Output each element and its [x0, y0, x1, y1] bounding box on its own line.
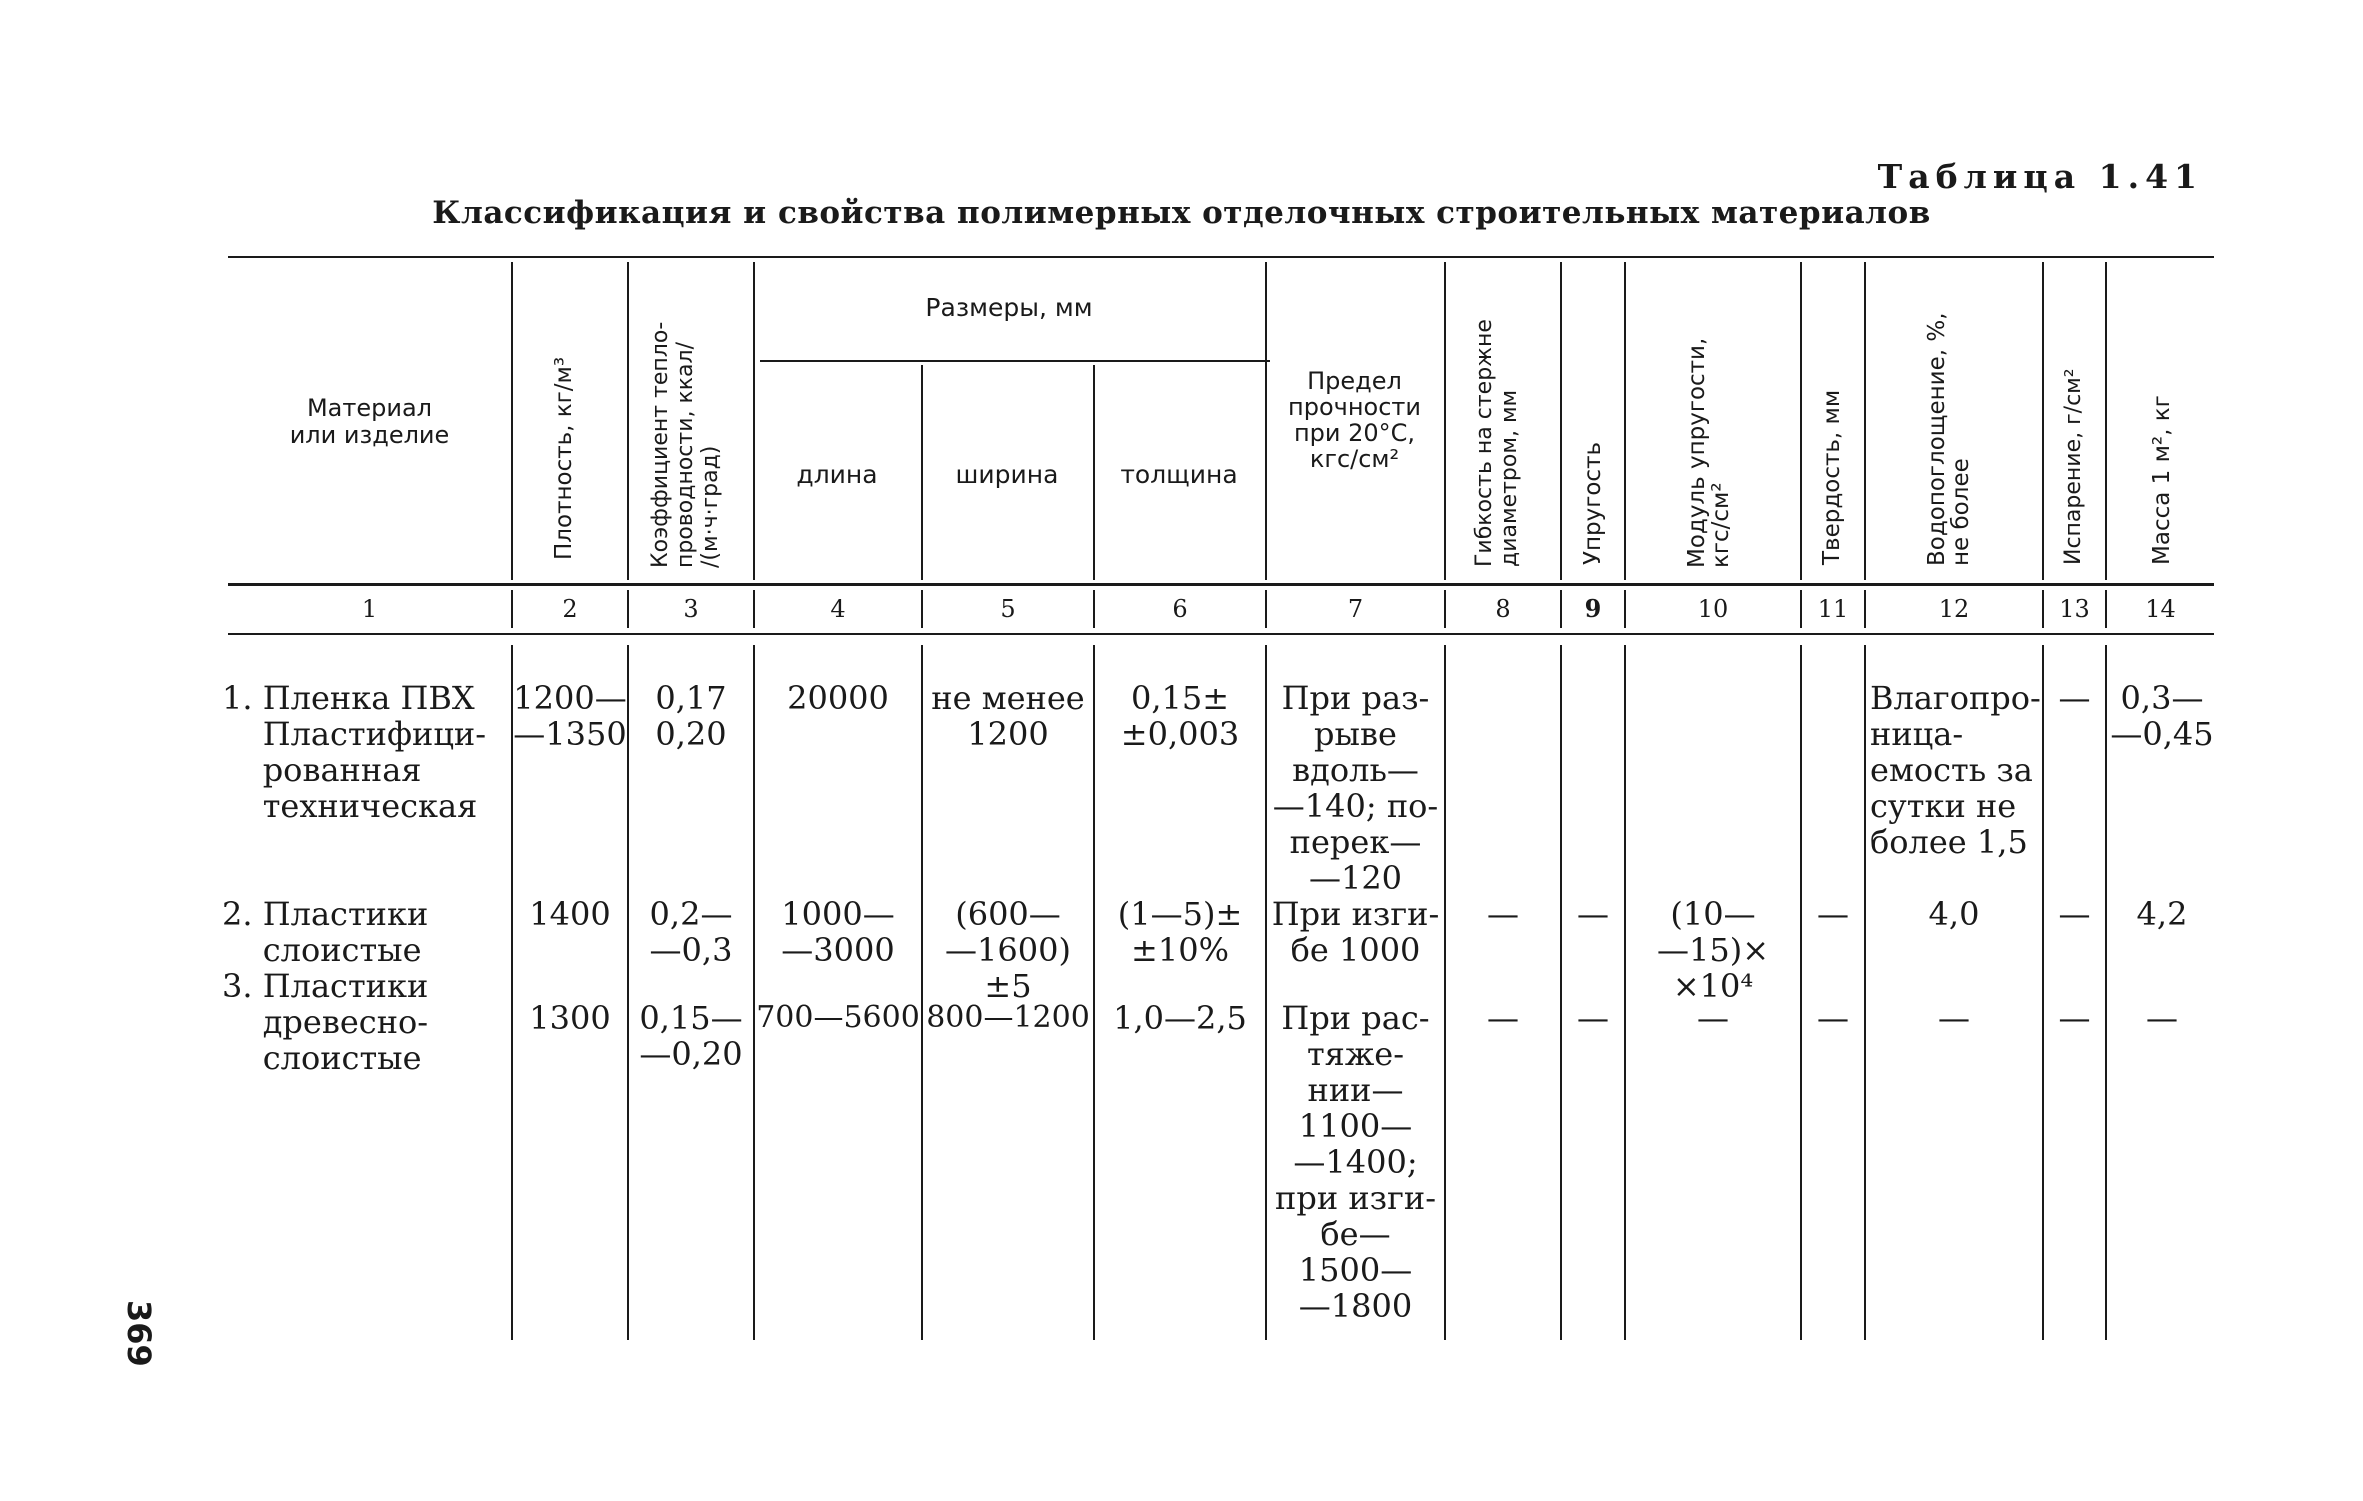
column-number: 6: [1172, 595, 1188, 623]
table-row-2-hardness: —: [1817, 895, 1849, 933]
table-row-2-conductivity: 0,2— —0,3: [649, 895, 733, 969]
table-row-1-conductivity: 0,17 0,20: [655, 679, 727, 753]
table-row-3-thickness: 1,0—2,5: [1113, 999, 1247, 1037]
table-row-3-evaporation: —: [2058, 999, 2091, 1037]
header-length: длина: [796, 460, 878, 489]
table-row-2-mass: 4,2: [2136, 895, 2188, 933]
col-divider: [1624, 262, 1626, 580]
sizes-subrule: [760, 360, 1270, 362]
column-numbers-rule: [228, 633, 2214, 635]
table-row-3-modulus: —: [1697, 999, 1729, 1037]
col-divider: [1800, 262, 1802, 580]
col-divider: [1560, 262, 1562, 580]
table-row-3-water: —: [1938, 999, 1970, 1037]
table-row-2-elasticity: —: [1577, 895, 1609, 933]
table-row-1-density: 1200— —1350: [513, 679, 627, 753]
table-title: Классификация и свойства полимерных отделочных строительных материалов: [432, 195, 1931, 231]
header-conductivity: Коэффициент тепло- проводности, ккал/ /(м·ч·град): [648, 321, 723, 568]
col-divider: [1560, 645, 1562, 1340]
table-caption: Таблица 1.41: [1877, 157, 2203, 196]
column-number: 9: [1584, 594, 1602, 623]
header-evaporation: Испарение, г/см²: [2061, 368, 2086, 565]
table-row-2-width: (600— —1600) ±5: [945, 895, 1071, 1005]
col-divider: [753, 645, 755, 1340]
table-row-1-mass: 0,3— —0,45: [2110, 679, 2214, 753]
header-sizes: Размеры, мм: [925, 293, 1093, 322]
column-number: 3: [683, 595, 699, 623]
header-hardness: Твердость, мм: [1819, 389, 1845, 565]
header-flex: Гибкость на стержне диаметром, мм: [1472, 319, 1522, 567]
header-width: ширина: [955, 460, 1059, 489]
table-row-3-strength: При рас- тяже- нии— 1100— —1400; при изги- бе— 1500— —1800: [1275, 999, 1436, 1325]
table-row-3-density: 1300: [529, 999, 611, 1037]
table-row-3-material: 3. Пластики древесно- слоистые: [222, 967, 429, 1077]
col-divider: [2042, 262, 2044, 580]
table-row-2-length: 1000— —3000: [781, 895, 895, 969]
column-number: 1: [361, 595, 378, 623]
col-divider: [511, 262, 513, 580]
column-number: 8: [1495, 595, 1511, 623]
column-number: 2: [562, 595, 578, 623]
col-divider: [1800, 645, 1802, 1340]
header-water: Водопоглощение, %, не более: [1924, 312, 1974, 566]
table-row-2-water: 4,0: [1928, 895, 1980, 933]
column-number: 7: [1347, 595, 1364, 623]
col-divider: [1444, 645, 1446, 1340]
table-row-3-flex: —: [1487, 999, 1519, 1037]
table-row-2-modulus: (10— —15)× ×10⁴: [1656, 895, 1769, 1005]
table-row-1-thickness: 0,15± ±0,003: [1120, 679, 1240, 753]
header-mass: Масса 1 м², кг: [2149, 395, 2175, 565]
table-row-2-flex: —: [1487, 895, 1519, 933]
table-row-3-elasticity: —: [1577, 999, 1609, 1037]
column-number: 5: [1000, 595, 1016, 623]
column-number: 10: [1697, 595, 1729, 623]
table-row-3-mass: —: [2146, 999, 2178, 1037]
table-row-1-strength: При раз- рыве вдоль— —140; по- перек— —120: [1272, 679, 1439, 897]
header-bottom-rule: [228, 583, 2214, 586]
column-number: 13: [2059, 595, 2090, 623]
header-strength: Предел прочности при 20°С, кгс/см²: [1288, 367, 1421, 473]
table-row-1-width: не менее 1200: [931, 679, 1085, 753]
table-row-2-evaporation: —: [2058, 895, 2091, 933]
col-divider: [2105, 262, 2107, 580]
table-row-2-density: 1400: [529, 895, 611, 933]
column-number: 11: [1817, 595, 1849, 623]
header-elasticity: Упругость: [1580, 441, 1606, 565]
page-number: 369: [120, 1300, 158, 1367]
column-number: 12: [1938, 595, 1970, 623]
table-row-1-length: 20000: [787, 679, 889, 717]
table-row-2-material: 2. Пластики слоистые: [222, 895, 429, 969]
column-number: 4: [830, 595, 846, 623]
table-row-3-hardness: —: [1817, 999, 1849, 1037]
table-row-1-evaporation: —: [2058, 679, 2091, 717]
table-row-3-length: 700—5600: [756, 1000, 920, 1035]
column-number: 14: [2145, 595, 2176, 623]
col-divider: [1444, 262, 1446, 580]
table-row-1-material: 1. Пленка ПВХ Пластифици- рованная техническая: [222, 679, 487, 825]
table-top-rule: [228, 256, 2214, 258]
col-divider: [627, 262, 629, 580]
table-row-2-strength: При изги- бе 1000: [1271, 895, 1440, 969]
header-modulus: Модуль упругости, кгс/см²: [1684, 337, 1734, 568]
table-row-1-water: Влагопро- ница- емость за сутки не более 1,5: [1870, 679, 2041, 861]
col-divider: [1864, 262, 1866, 580]
table-row-3-conductivity: 0,15— —0,20: [639, 999, 743, 1073]
table-row-3-width: 800—1200: [926, 1000, 1090, 1035]
table-row-2-thickness: (1—5)± ±10%: [1117, 895, 1243, 969]
header-material: Материал или изделие: [289, 394, 450, 449]
header-thickness: толщина: [1120, 460, 1238, 489]
header-density: Плотность, кг/м³: [551, 356, 577, 560]
